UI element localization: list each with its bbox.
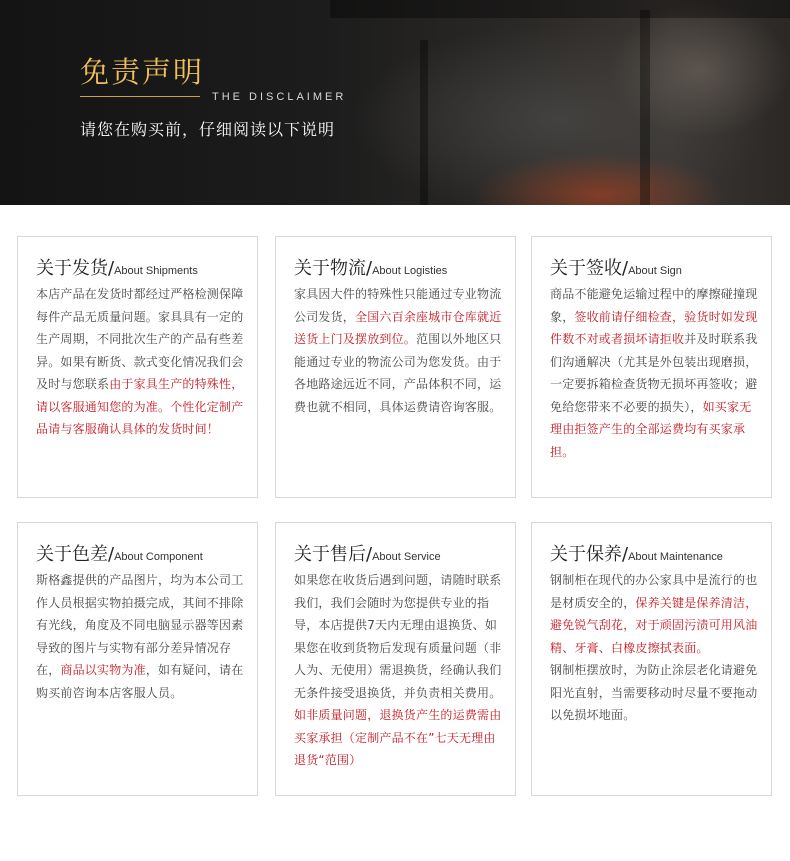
card-title-en: About Shipments [114,265,198,277]
card-title: 关于物流 [294,258,366,279]
page-subtitle: THE DISCLAIMER [212,91,347,103]
card-title-en: About Maintenance [628,551,723,563]
card-body [36,569,245,704]
body-text: 斯格鑫提供的产品图片，均为本公司工作人员根据实物拍摄完成，其间不排除有光线，角度及不同电脑显示器等因素导致的图片与实物有部分差异情况存在， [36,573,244,677]
card-title-en: About Component [114,551,203,563]
banner-note: 请您在购买前，仔细阅读以下说明 [80,120,336,139]
body-text: 本店产品在发货时都经过严格检测保障每件产品无质量问题。家具具有一定的生产周期，不同批次生产的产品有些差异。如果有断货、款式变化情况我们会及时与您联系 [36,287,244,391]
card-body [294,569,503,772]
card-heading: 关于物流/About Logisties [294,258,448,279]
card-logistics [275,236,516,498]
card-heading: 关于售后/About Service [294,544,441,565]
card-heading: 关于色差/About Component [36,544,203,565]
highlight-text: 如非质量问题，退换货产生的运费需由买家承担（定制产品不在”七天无理由退货“范围） [294,708,502,767]
highlight-text: 签收前请仔细检查，验货时如发现件数不对或者损坏请拒收 [550,309,758,346]
background-pillar [420,40,428,205]
body-text: ，如有疑问，请在购买前咨询本店客服人员。 [36,663,244,700]
card-color-difference [17,522,258,796]
background-beam [330,0,790,18]
card-body [550,283,759,463]
body-text: 并及时联系我们沟通解决（尤其是外包装出现磨损，一定要拆箱检查货物无损坏再签收；避免给您带来不必要的损失）， [550,332,758,414]
card-title: 关于保养 [550,544,622,565]
highlight-text: 保养关键是保养清洁，避免锐气刮花，对于顽固污渍可用风油精、牙膏、白橡皮擦拭表面。 [550,595,758,655]
card-heading: 关于发货/About Shipments [36,258,198,279]
card-heading: 关于保养/About Maintenance [550,544,723,565]
card-maintenance [531,522,772,796]
highlight-text: 全国六百余座城市仓库就近送货上门及摆放到位。 [294,309,502,346]
card-body [550,569,759,727]
card-sign [531,236,772,498]
body-text: 商品不能避免运输过程中的摩擦碰撞现象， [550,287,758,324]
page-title: 免责声明 [80,55,205,89]
body-text: 如果您在收货后遇到问题，请随时联系我们，我们会随时为您提供专业的指导，本店提供7天内无理由退换货、如果您在收到货物后发现有质量问题（非人为、无使用）需退换货，经确认我们无条件接受退换货，并负责相关费用。 [294,573,502,700]
card-title-en: About Service [372,551,441,563]
body-text: 钢制柜摆放时，为防止涂层老化请避免阳光直射，当需要移动时尽量不要拖动以免损坏地面。 [550,663,758,722]
title-underline [80,96,200,97]
card-title: 关于签收 [550,258,622,279]
highlight-text: 由于家具生产的特殊性，请以客服通知您的为准。个性化定制产品请与客服确认具体的发货时间！ [36,377,244,436]
card-title-en: About Logisties [372,265,448,277]
background-pillar [640,10,650,205]
card-heading: 关于签收/About Sign [550,258,682,279]
card-title: 关于发货 [36,258,108,279]
highlight-text: 商品以实物为准 [60,663,146,677]
card-title: 关于售后 [294,544,366,565]
card-after-sales [275,522,516,796]
card-title-en: About Sign [628,265,682,277]
header-banner [0,0,790,205]
body-text: 范围以外地区只能通过专业的物流公司为您发货。由于各地路途远近不同，产品体积不同，运费也就不相同，具体运费请咨询客服。 [294,332,502,414]
body-text: 家具因大件的特殊性只能通过专业物流公司发货， [294,287,502,324]
card-body [294,283,503,418]
card-body [36,283,245,441]
card-title: 关于色差 [36,544,108,565]
card-shipments [17,236,258,498]
body-text: 钢制柜在现代的办公家具中是流行的也是材质安全的， [550,573,758,610]
highlight-text: 如买家无理由拒签产生的全部运费均有买家承担。 [550,399,752,459]
